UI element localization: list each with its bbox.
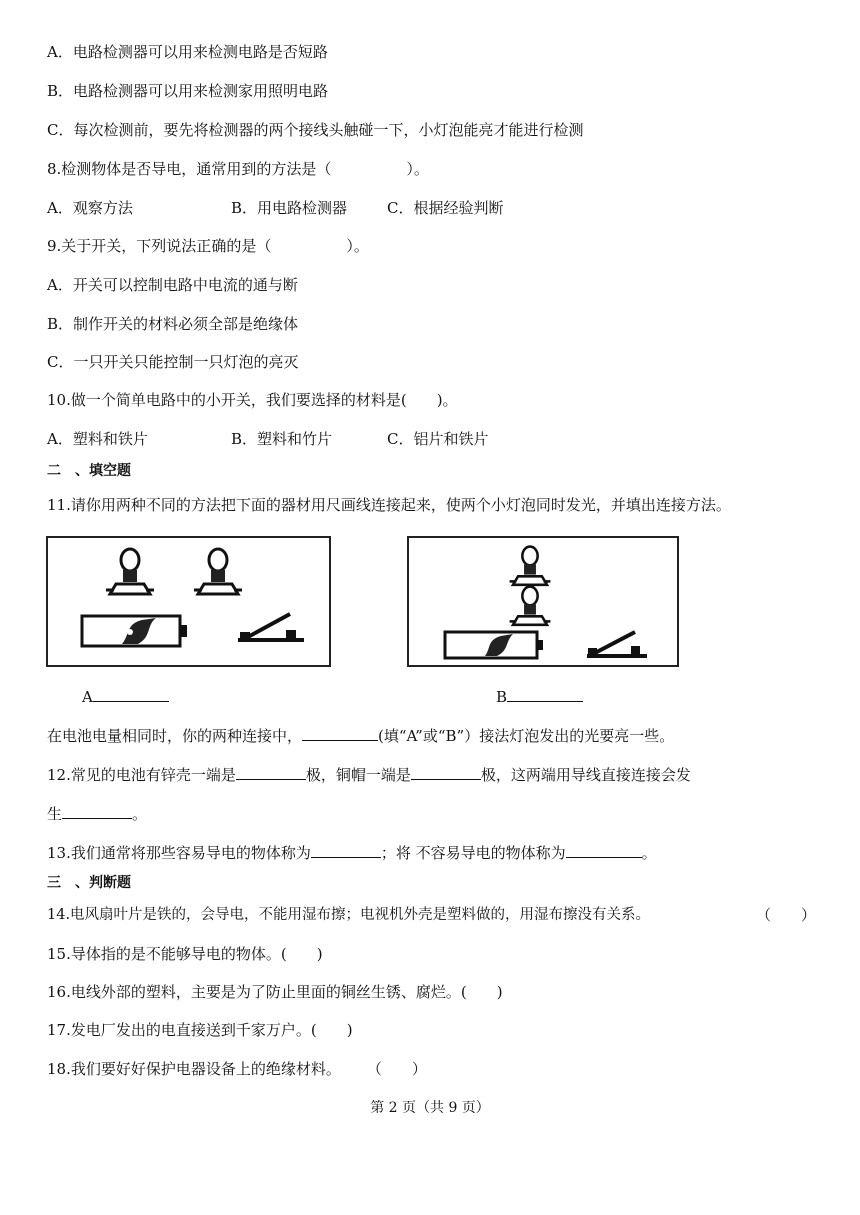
bulb-icon <box>510 587 551 625</box>
q8-options <box>47 198 503 218</box>
blank-copper-pole[interactable] <box>411 764 481 780</box>
q18-answer-paren[interactable]: （ ） <box>366 1060 427 1078</box>
q13-part1: 13.我们通常将那些容易导电的物体称为 <box>47 844 311 862</box>
q13 <box>47 842 657 863</box>
blank-a[interactable] <box>93 686 169 702</box>
q12-line2 <box>47 803 147 824</box>
q15: 15.导体指的是不能够导电的物体。( ) <box>47 945 323 963</box>
label-b: B <box>496 688 508 706</box>
bulb-icon <box>194 549 242 594</box>
q9-option-b: B．制作开关的材料必须全部是绝缘体 <box>47 315 299 333</box>
blank-zinc-pole[interactable] <box>236 764 306 780</box>
q11-follow-post: (填“A”或“B”）接法灯泡发出的光要亮一些。 <box>378 727 675 745</box>
q8-stem: 8.检测物体是否导电，通常用到的方法是（ ）。 <box>47 160 429 178</box>
label-a: A <box>82 688 93 706</box>
q8-option-b: B．用电路检测器 <box>231 199 348 217</box>
answer-line-a <box>82 686 169 707</box>
q10-stem: 10.做一个简单电路中的小开关，我们要选择的材料是( )。 <box>47 391 458 409</box>
q8-option-a: A．观察方法 <box>47 199 133 217</box>
bulb-icon <box>106 549 154 594</box>
q7-option-c: C．每次检测前，要先将检测器的两个接线头触碰一下，小灯泡能亮才能进行检测 <box>47 121 584 139</box>
circuit-figure-b <box>407 536 679 667</box>
q18-text: 18.我们要好好保护电器设备上的绝缘材料。 <box>47 1060 341 1078</box>
q12-part3: 极，这两端用导线直接连接会发 <box>480 766 691 784</box>
circuit-figure-b-drawing <box>409 538 677 665</box>
q12-part5: 。 <box>132 805 148 823</box>
q14 <box>47 905 650 925</box>
q17: 17.发电厂发出的电直接送到千家万户。( ) <box>47 1021 353 1039</box>
blank-insulator[interactable] <box>566 842 642 858</box>
q9-option-a: A．开关可以控制电路中电流的通与断 <box>47 276 298 294</box>
q14-answer-paren[interactable]: （ ） <box>756 906 817 924</box>
q10-option-c: C．铝片和铁片 <box>387 430 489 448</box>
q8-option-c: C．根据经验判断 <box>387 199 504 217</box>
blank-b[interactable] <box>507 686 583 702</box>
blank-conductor[interactable] <box>311 842 381 858</box>
q7-option-a: A．电路检测器可以用来检测电路是否短路 <box>47 43 328 61</box>
bulb-icon <box>510 547 551 585</box>
q12-line1 <box>47 764 691 785</box>
battery-icon <box>445 632 543 658</box>
section-heading-fill-in: 二 、填空题 <box>47 463 131 479</box>
q11-stem: 11.请你用两种不同的方法把下面的器材用尺画线连接起来，使两个小灯泡同时发光，并填出连接方法。 <box>47 496 731 514</box>
q13-part3: 。 <box>641 844 657 862</box>
q10-option-a: A．塑料和铁片 <box>47 430 148 448</box>
q12-part4: 生 <box>47 805 63 823</box>
battery-icon <box>82 616 187 646</box>
q7-option-b: B．电路检测器可以用来检测家用照明电路 <box>47 82 329 100</box>
q16: 16.电线外部的塑料，主要是为了防止里面的铜丝生锈、腐烂。( ) <box>47 983 503 1001</box>
q10-options <box>47 429 488 449</box>
switch-icon <box>238 614 304 640</box>
page-number-footer: 第 2 页（共 9 页） <box>370 1100 490 1116</box>
section-heading-true-false: 三 、判断题 <box>47 875 131 891</box>
switch-icon <box>587 632 647 656</box>
q9-option-c: C．一只开关只能控制一只灯泡的亮灭 <box>47 353 299 371</box>
q11-follow-pre: 在电池电量相同时，你的两种连接中， <box>47 727 303 745</box>
q14-text: 14.电风扇叶片是铁的，会导电，不能用湿布擦；电视机外壳是塑料做的，用湿布擦没有关系。 <box>47 907 651 923</box>
q13-part2: ；将 不容易导电的物体称为 <box>380 844 566 862</box>
blank-short-circuit[interactable] <box>62 803 132 819</box>
q18 <box>47 1059 427 1079</box>
answer-line-b <box>496 686 583 707</box>
circuit-figure-a <box>46 536 331 667</box>
q11-follow-up <box>47 725 674 746</box>
blank-brighter[interactable] <box>302 725 378 741</box>
q10-option-b: B．塑料和竹片 <box>231 430 333 448</box>
q12-part1: 12.常见的电池有锌壳一端是 <box>47 766 236 784</box>
circuit-figure-a-drawing <box>48 538 329 665</box>
q12-part2: 极，铜帽一端是 <box>305 766 411 784</box>
q9-stem: 9.关于开关，下列说法正确的是（ ）。 <box>47 237 369 255</box>
